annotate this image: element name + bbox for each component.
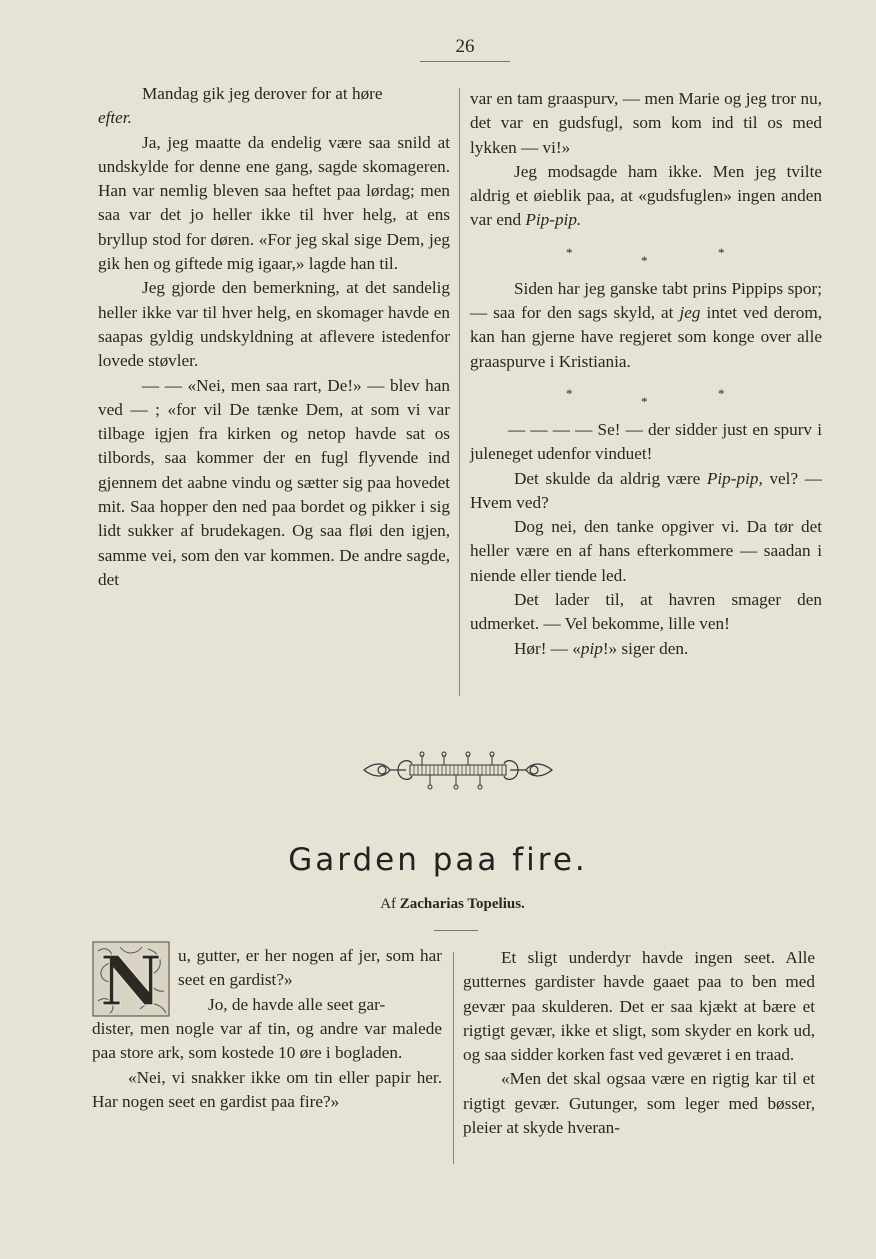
header-rule	[420, 61, 510, 62]
left-column-bottom	[92, 941, 442, 1114]
column-divider	[453, 952, 454, 1164]
paragraph: Jeg modsagde ham ikke. Men jeg tvilte aldrig et øieblik paa, at «gudsfuglen» ingen anden var end Pip-pip.	[470, 161, 822, 230]
article-title: Garden paa fire.	[288, 842, 588, 878]
right-column-top	[470, 87, 822, 661]
paragraph: Ja, jeg maatte da endelig være saa snild at undskylde for denne ene gang, sagde skomageren. Han var nemlig bleven saa heftet paa lørdag; men saa var det jo heller ikke til hver helg, at ens bryllup stod for døren. «For jeg skal sige Dem, jeg gik hen og giftede mig igaar,» lagde han til.	[98, 132, 450, 274]
right-column-bottom	[463, 946, 815, 1140]
paragraph: Hør! — «pip!» siger den.	[514, 638, 689, 658]
paragraph: efter.	[98, 108, 132, 128]
title-rule	[434, 930, 478, 931]
paragraph: Siden har jeg ganske tabt prins Pippips spor; — saa for den sags skyld, at jeg intet ved derom, kan han gjerne have regjeret som konge over alle graaspurve i Kristiania.	[470, 278, 822, 371]
paragraph: Et sligt underdyr havde ingen seet. Alle gutternes gardister havde gaaet paa to ben med gevær paa skulderen. Det er saa kjækt at bære et rigtigt gevær, ikke et sligt, som skyder en kork ud, og saa sidder korken fast ved geværet i en traad.	[463, 948, 815, 1065]
paragraph: dister, men nogle var af tin, og andre var malede paa store ark, som kostede 10 øre i bogladen.	[92, 1019, 442, 1063]
paragraph: Det skulde da aldrig være Pip-pip, vel? — Hvem ved?	[470, 468, 822, 512]
svg-text:N: N	[99, 942, 163, 1017]
paragraph: Jeg gjorde den bemerkning, at det sandelig heller ikke var til hver helg, en skomager havde en saapas gyldig undskyldning at aflevere istedenfor lovede støvler.	[98, 278, 450, 371]
section-break-stars: * * *	[566, 244, 725, 268]
paragraph: — — «Nei, men saa rart, De!» — blev han ved — ; «for vil De tænke Dem, at som vi var tilbage igjen fra kirken og netop havde sat os tilbords, saa kommer der en fugl flyvende ind gjennem det aabne vindu og sætter sig paa hovedet mit. Saa hopper den ned paa bordet og pikker i sig lidt sukker af brudekagen. Og saa fløi den igjen, samme vei, som den var kommen. De andre sagde, det	[98, 375, 450, 589]
paragraph: Det lader til, at havren smager den udmerket. — Vel bekomme, lille ven!	[470, 590, 822, 634]
drop-cap-illuminated-letter	[92, 941, 170, 1017]
section-break-stars: * * *	[566, 385, 725, 409]
byline: Af Zacharias Topelius.	[380, 896, 525, 912]
left-column-top	[98, 82, 450, 592]
paragraph: «Nei, vi snakker ikke om tin eller papir her. Har nogen seet en gardist paa fire?»	[92, 1067, 442, 1111]
decorative-ornament-icon	[360, 748, 556, 794]
paragraph: u, gutter, er her nogen af jer, som har seet en gardist?»	[178, 946, 442, 990]
paragraph: — — — — Se! — der sidder just en spurv i juleneget udenfor vinduet!	[470, 419, 822, 464]
paragraph: «Men det skal ogsaa være en rigtig kar til et rigtigt gevær. Gutunger, som leger med bøsser, pleier at skyde hveran-	[463, 1069, 815, 1138]
author-name: Zacharias Topelius.	[399, 896, 525, 912]
paragraph: Mandag gik jeg derover for at høre	[142, 84, 383, 103]
paragraph: var en tam graaspurv, — men Marie og jeg tror nu, det var en gudsfugl, som kom ind til os med lykken — vi!»	[470, 89, 822, 157]
paragraph: Dog nei, den tanke opgiver vi. Da tør det heller være en af hans efterkommere — saadan i niende eller tiende led.	[470, 517, 822, 585]
paragraph: Jo, de havde alle seet gar-	[208, 994, 386, 1014]
column-divider	[459, 88, 460, 696]
page-number: 26	[455, 36, 475, 57]
